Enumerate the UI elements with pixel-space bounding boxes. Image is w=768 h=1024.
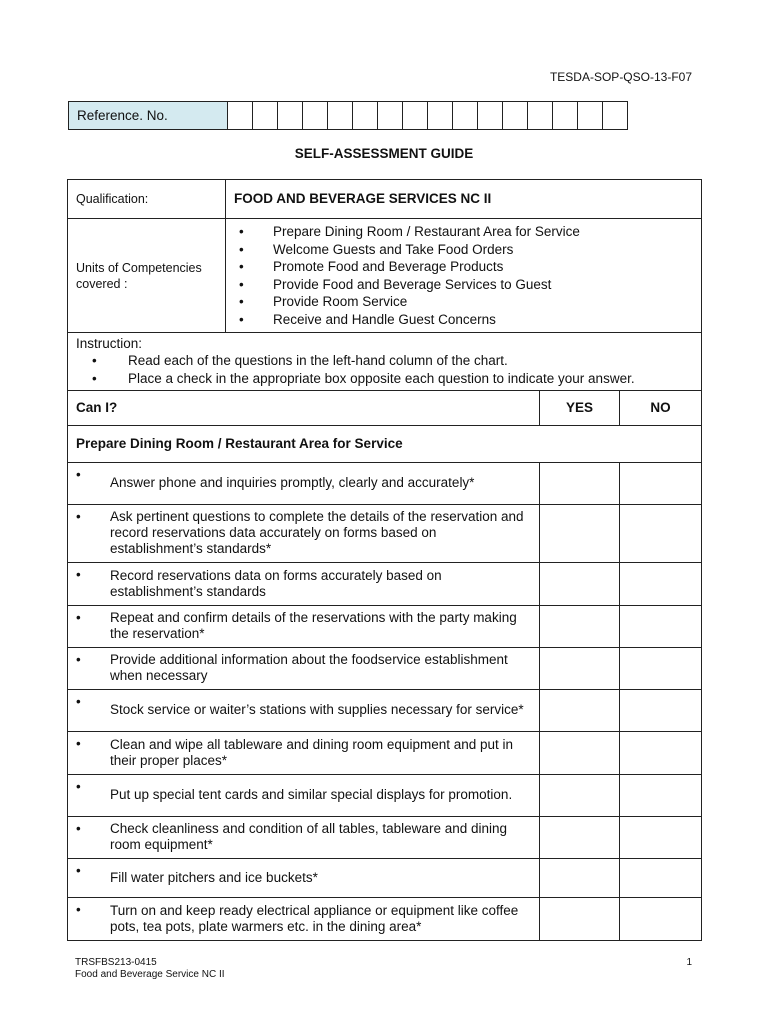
reference-box[interactable] <box>603 102 628 130</box>
reference-box[interactable] <box>403 102 428 130</box>
units-label: Units of Competencies covered : <box>68 219 226 333</box>
no-checkbox[interactable] <box>620 732 702 775</box>
no-checkbox[interactable] <box>620 898 702 941</box>
question-row: • Record reservations data on forms accurately based on establishment’s standards <box>68 563 540 606</box>
page-title: SELF-ASSESSMENT GUIDE <box>294 146 474 161</box>
yes-checkbox[interactable] <box>540 859 620 898</box>
question-row: • Check cleanliness and condition of all tables, tableware and dining room equipment* <box>68 817 540 859</box>
reference-box[interactable] <box>528 102 553 130</box>
list-item: • Prepare Dining Room / Restaurant Area for Service <box>239 224 580 239</box>
list-item: • Promote Food and Beverage Products <box>239 259 504 274</box>
reference-box[interactable] <box>378 102 403 130</box>
yes-checkbox[interactable] <box>540 775 620 817</box>
reference-box[interactable] <box>353 102 378 130</box>
yes-checkbox[interactable] <box>540 898 620 941</box>
bullet: • <box>239 224 244 239</box>
no-checkbox[interactable] <box>620 775 702 817</box>
bullet: • <box>92 370 97 386</box>
yes-checkbox[interactable] <box>540 505 620 563</box>
qualification-value: FOOD AND BEVERAGE SERVICES NC II <box>226 180 702 219</box>
yes-checkbox[interactable] <box>540 648 620 690</box>
question-row: • Fill water pitchers and ice buckets* <box>68 859 540 898</box>
list-item: • Provide Room Service <box>239 294 408 309</box>
reference-box[interactable] <box>428 102 453 130</box>
no-checkbox[interactable] <box>620 563 702 606</box>
reference-label: Reference. No. <box>69 102 228 130</box>
no-checkbox[interactable] <box>620 648 702 690</box>
yes-checkbox[interactable] <box>540 463 620 505</box>
list-item: • Read each of the questions in the left-hand column of the chart. <box>92 353 508 368</box>
yes-header: YES <box>540 391 620 426</box>
footer <box>75 957 225 981</box>
yes-checkbox[interactable] <box>540 817 620 859</box>
yes-checkbox[interactable] <box>540 732 620 775</box>
reference-box[interactable] <box>478 102 503 130</box>
list-item: • Place a check in the appropriate box opposite each question to indicate your answer. <box>92 370 635 386</box>
yes-checkbox[interactable] <box>540 563 620 606</box>
reference-box[interactable] <box>253 102 278 130</box>
yes-checkbox[interactable] <box>540 690 620 732</box>
list-item: • Receive and Handle Guest Concerns <box>239 311 496 327</box>
question-row: • Turn on and keep ready electrical appliance or equipment like coffee pots, tea pots, plate warmers etc. in the dining area* <box>68 898 540 941</box>
no-header: NO <box>620 391 702 426</box>
no-checkbox[interactable] <box>620 463 702 505</box>
question-row: • Put up special tent cards and similar special displays for promotion. <box>68 775 540 817</box>
page-number: 1 <box>686 957 692 968</box>
reference-box[interactable] <box>503 102 528 130</box>
reference-box[interactable] <box>328 102 353 130</box>
yes-checkbox[interactable] <box>540 606 620 648</box>
question-row: • Clean and wipe all tableware and dining room equipment and put in their proper places* <box>68 732 540 775</box>
reference-box[interactable] <box>228 102 253 130</box>
bullet: • <box>239 276 244 292</box>
reference-box[interactable] <box>553 102 578 130</box>
bullet: • <box>239 259 244 274</box>
reference-number-table <box>68 101 628 130</box>
bullet: • <box>239 294 244 309</box>
reference-box[interactable] <box>578 102 603 130</box>
instruction-cell <box>68 333 702 391</box>
can-i-header: Can I? <box>68 391 540 426</box>
bullet: • <box>92 353 97 368</box>
assessment-table <box>67 179 702 941</box>
no-checkbox[interactable] <box>620 606 702 648</box>
reference-box[interactable] <box>278 102 303 130</box>
no-checkbox[interactable] <box>620 505 702 563</box>
section-heading: Prepare Dining Room / Restaurant Area for Service <box>68 426 702 463</box>
bullet: • <box>239 241 244 257</box>
reference-box[interactable] <box>453 102 478 130</box>
instruction-label: Instruction: <box>76 336 143 351</box>
question-row: • Provide additional information about the foodservice establishment when necessary <box>68 648 540 690</box>
question-row: • Repeat and confirm details of the reservations with the party making the reservation* <box>68 606 540 648</box>
no-checkbox[interactable] <box>620 817 702 859</box>
document-code: TESDA-SOP-QSO-13-F07 <box>549 70 692 84</box>
list-item: • Welcome Guests and Take Food Orders <box>239 241 514 257</box>
footer-code: TRSFBS213-0415 <box>75 957 157 968</box>
question-row: • Ask pertinent questions to complete the details of the reservation and record reservations data accurately on forms based on establishment’s standards* <box>68 505 540 563</box>
units-list <box>227 220 700 331</box>
instruction-list <box>76 352 693 387</box>
no-checkbox[interactable] <box>620 690 702 732</box>
units-cell <box>226 219 702 333</box>
no-checkbox[interactable] <box>620 859 702 898</box>
reference-box[interactable] <box>303 102 328 130</box>
footer-name: Food and Beverage Service NC II <box>75 969 225 980</box>
qualification-label: Qualification: <box>68 180 226 219</box>
bullet: • <box>239 311 244 327</box>
question-row: • Answer phone and inquiries promptly, clearly and accurately* <box>68 463 540 505</box>
question-row: • Stock service or waiter’s stations with supplies necessary for service* <box>68 690 540 732</box>
list-item: • Provide Food and Beverage Services to Guest <box>239 276 552 292</box>
